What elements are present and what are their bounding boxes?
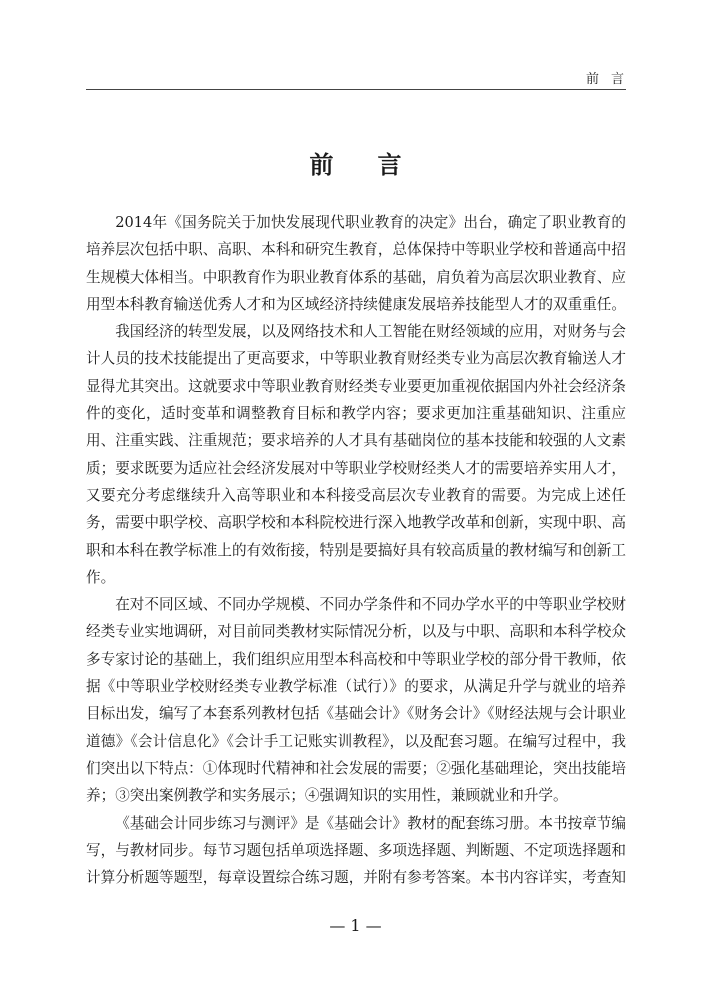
paragraph: 2014年《国务院关于加快发展现代职业教育的决定》出台，确定了职业教育的培养层次包括中职、高职、本科和研究生教育，总体保持中等职业学校和普通高中招生规模大体相当。中职教育作为职业教育体系的基础，肩负着为高层次职业教育、应用型本科教育输送优秀人才和为区域经济持续健康发展培养技能型人才的双重重任。 — [86, 214, 626, 313]
body-text — [86, 209, 626, 891]
page-number: — 1 — — [329, 916, 382, 935]
header-rule — [86, 89, 626, 90]
page-title: 前言 — [309, 150, 446, 179]
paragraph: 我国经济的转型发展，以及网络技术和人工智能在财经领域的应用，对财务与会计人员的技术技能提出了更高要求，中等职业教育财经类专业为高层次教育输送人才显得尤其突出。这就要求中等职业教育财经类专业要更加重视依据国内外社会经济条件的变化，适时变革和调整教育目标和教学内容；要求更加注重基础知识、注重应用、注重实践、注重规范；要求培养的人才具有基础岗位的基本技能和较强的人文素质；要求既要为适应社会经济发展对中等职业学校财经类人才的需要培养实用人才，又要充分考虑继续升入高等职业和本科接受高层次专业教育的需要。为完成上述任务，需要中职学校、高职学校和本科院校进行深入地教学改革和创新，实现中职、高职和本科在教学标准上的有效衔接，特别是要搞好具有较高质量的教材编写和创新工作。 — [86, 323, 626, 586]
running-header — [86, 68, 636, 90]
paragraph: 在对不同区域、不同办学规模、不同办学条件和不同办学水平的中等职业学校财经类专业实地调研，对目前同类教材实际情况分析，以及与中职、高职和本科学校众多专家讨论的基础上，我们组织应用型本科高校和中等职业学校的部分骨干教师，依据《中等职业学校财经类专业教学标准（试行）》的要求，从满足升学与就业的培养目标出发，编写了本套系列教材包括《基础会计》《财务会计》《财经法规与会计职业道德》《会计信息化》《会计手工记账实训教程》，以及配套习题。在编写过程中，我们突出以下特点：①体现时代精神和社会发展的需要；②强化基础理论，突出技能培养；③突出案例教学和实务展示；④强调知识的实用性，兼顾就业和升学。 — [86, 596, 626, 805]
running-header-title: 前言 — [585, 72, 636, 87]
paragraph: 《基础会计同步练习与测评》是《基础会计》教材的配套练习册。本书按章节编写，与教材同步。每节习题包括单项选择题、多项选择题、判断题、不定项选择题和计算分析题等题型，每章设置综合练习题，并附有参考答案。本书内容详实，考查知 — [86, 814, 626, 887]
